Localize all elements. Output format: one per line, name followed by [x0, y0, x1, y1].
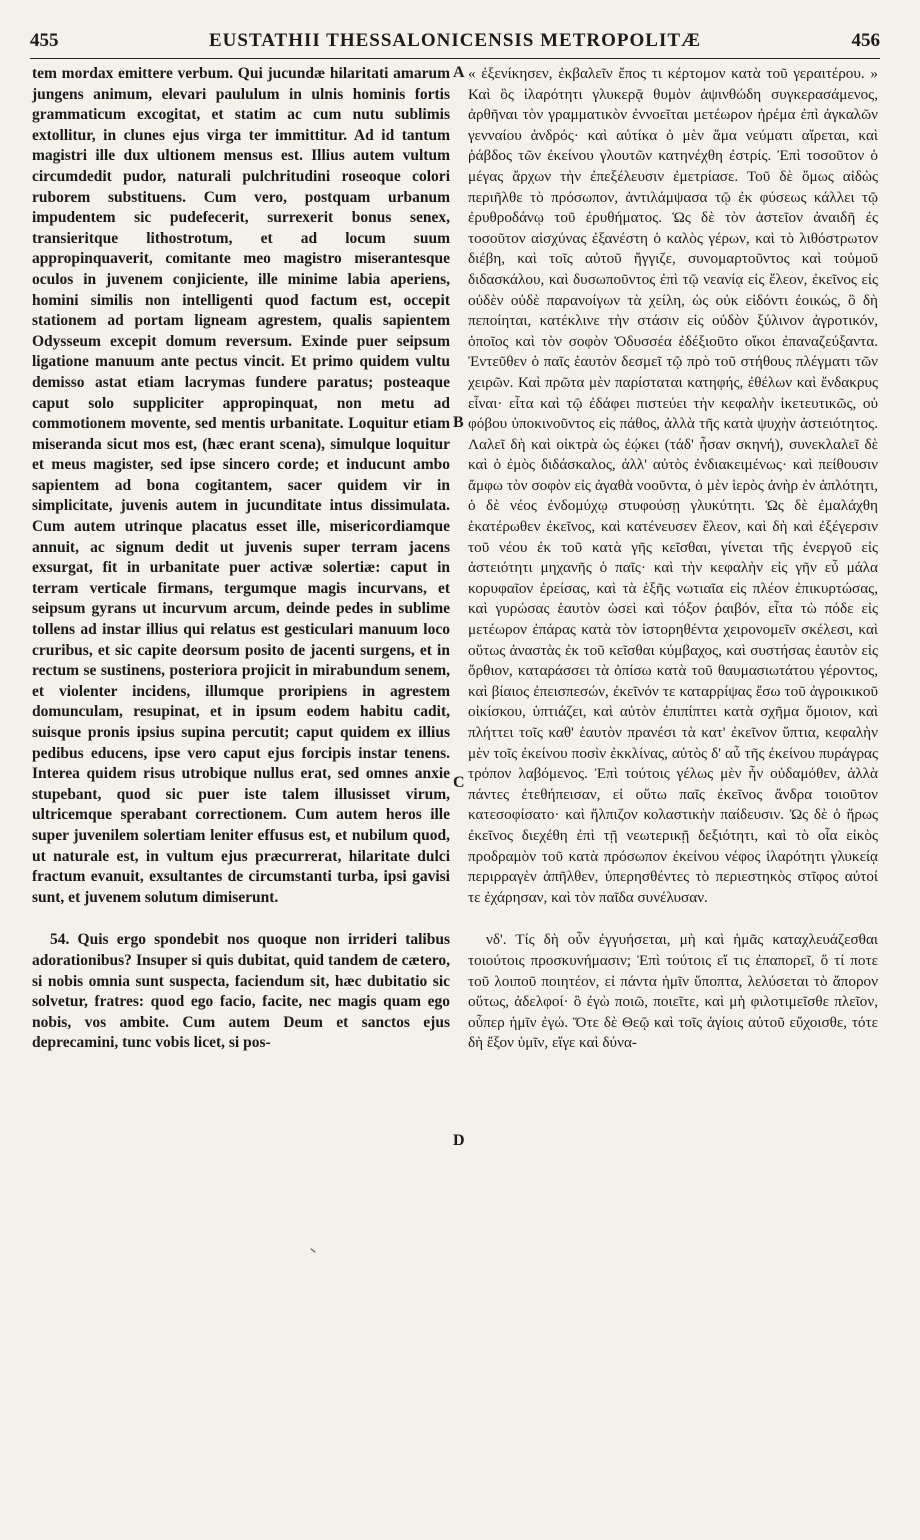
header-rule	[30, 58, 880, 59]
greek-column	[468, 64, 878, 1054]
greek-paragraph-1: « ἐξενίκησεν, ἐκβαλεῖν ἔπος τι κέρτομον κατὰ τοῦ γεραιτέρου. » Καὶ ὃς ἱλαρότητι γλυκερᾷ θυμὸν ἀψινθώδη συγκερασάμενος, ἀρθῆναι τὸν γραμματικὸν ἐννοεῖται μετέωρον ἠρέμα ἐπὶ ἀγκαλῶν γενναίου ἀνδρός· καὶ αὐτίκα ὁ μὲν ἅμα νεύματι αἴρεται, καὶ ῥάβδος τῶν ἐκείνου γλουτῶν κατηνέχθη ἐστρίς. Ἐπὶ τοσοῦτον ὁ μέγας ἄρχων τὴν ἐπεξέλευσιν ἐμετρίασε. Τοῦ δὲ ὅμως αἰδὼς περιῆλθε τὸ πρόσωπον, ἀντιλάμψασα τῷ ἐκ φύσεως κάλλει τῷ ἐρυθροδάνῳ τοῦ ἐρυθήματος. Ὡς δὲ τὸν ἀστεῖον ἀναιδῆ ἐς τοσοῦτον αἰσχύνας ἐξανέστη ὁ καλὸς γέρων, καὶ τὸ λιθόστρωτον διέβη, καὶ τοῖς αὐτοῦ ἤγγιζε, συνομαρτοῦντος καὶ τοὐμοῦ διδασκάλου, καὶ δυσωποῦντος ἐπὶ τῷ νεανίᾳ εἰς ἔλεον, ἐκεῖνος εἰς οὐδὲν οὐδὲ παρανοίγων τὰ χείλη, ὡς οὐκ εἰδόντι ἐοικώς, ὃ δὴ πεποίηται, κατέκλινε τὴν στάσιν εἰς οὐδὸν ξύλινον ἀγροτικόν, ὁποῖος καὶ τὸν σοφὸν Ὀδυσσέα ἐδέξιοῦτο οἴκοι ἐπαναζεύξαντα. Ἐντεῦθεν ὁ παῖς ἑαυτὸν δεσμεῖ τῷ πρὸ τοῦ στήθους πλέγματι τῶν χειρῶν. Καὶ πρῶτα μὲν παρίσταται κατηφής, ἐθέλων καὶ ἔνδακρυς εἶναι· εἶτα καὶ τῷ ἐδάφει πιστεύει τὴν κεφαλὴν ἱκετευτικῶς, οὐ φόβου ὑποκινοῦντος εἰς πάθος, ἀλλὰ τῆς κατὰ ψυχὴν ἀστειότητος. Λαλεῖ δὴ καὶ οἰκτρὰ ὡς ἐῴκει (τάδ' ἦσαν σκηνή), συνεκλαλεῖ δὲ καὶ ὁ ἐμὸς διδάσκαλος, ἀλλ' αὐτὸς ἐνδιακειμένως· καὶ πείθουσιν ἄμφω τὸν σοφὸν εἰς ἀγαθὰ νοοῦντα, ὁ μὲν ἱερὸς ἀνὴρ ἐν ἁπλότητι, ὁ δὲ νέος ἐνδομύχῳ στυφούσῃ γλυκύτητι. Ὡς δὲ ἐμαλάχθη ἑκατέρωθεν ἐκεῖνος, καὶ κατένευσεν ἔλεον, καὶ δὴ καὶ ἐξέγερσιν τοῦ νέου ἐκ τοῦ κατὰ γῆς κεῖσθαι, γίνεται τῆς ἐνεργοῦ εἰς ἀστειότητι μηχανῆς ὁ παῖς· καὶ τὴν κεφαλὴν εἰς γῆν εὖ μάλα κορυφαῖον ἐρείσας, καὶ τὰ ἑξῆς νωτιαῖα εἰς πλέον ἐπικυρτώσας, καὶ γυρώσας ἑαυτὸν ὡσεὶ καὶ τόξον ῥαιβόν, εἶτα τὼ πόδε εἰς μετέωρον ἐπάρας κατὰ τὸν ἱστορηθέντα χειρονομεῖν σκέλεσι, καὶ οὕτως ἀναστὰς ἐκ τοῦ κεῖσθαι κύμβαχος, καὶ συστήσας ἑαυτὸν εἰς ὄρθιον, καταράσσει τὰ ὀπίσω κατὰ τοῦ θαυμασιωτάτου γέροντος, καὶ βίαιος ἐπεισπεσών, ἐκεῖνόν τε καταρρίψας ἔσω τοῦ ἀγροικικοῦ οἰκίσκου, ὑπτιάζει, καὶ αὐτὸν ἐπιπίπτει κατὰ σχῆμα ὅμοιον, καὶ πλήττει τοῖς καθ' ἑαυτὸν πρανέσι τὰ κατ' ἐκεῖνον ὕπτια, κεφαλὴν μὲν τοῖς ἐκείνου ποσὶν ἐκκλίνας, αὐτὸς δ' αὖ τῆς ἐκείνου πυράγρας τρόπον λαβόμενος. Ἐπὶ τούτοις γέλως μὲν ἦν οὐδαμόθεν, ἀλλὰ πάντες ἐτεθήπεισαν, εἰ οὕτω παῖς ἐκεῖνος ἄνδρα τοιοῦτον κατεσοφίσατο· καὶ ἤλπιζον κολαστικὴν παίδευσιν. Ὡς δὲ ὁ ἥρως ἐκεῖνος διεχέθη ἐπὶ τῇ νεωτερικῇ δεξιότητι, καὶ τὸ οἷα εἰκὸς προδραμὸν τοῦ κατὰ πρόσωπον ἐκείνου νέφος ἱλαρότητι γλυκείᾳ περιρραγὲν ἀπῆλθεν, ὑπερησθέντες τὸ περιεστηκὸς στῖφος αὐτοί τε ἐχάρησαν, καὶ τὸν παῖδα συνέλυσαν.	[468, 65, 878, 906]
greek-paragraph-54: νδ'. Τίς δὴ οὖν ἐγγυήσεται, μὴ καὶ ἡμᾶς καταχλευάζεσθαι τοιούτοις προσκυνήμασιν; Ἐπὶ τούτοις εἴ τις ἐπαπορεῖ, ὅ τί ποτε τοῦ λοιποῦ ποιητέον, εἰ πάντα ἡμῖν ὕποπτα, λελύσεται τὸ ἄπορον οὕτως, ἀδελφοί· ὃ ἐγὼ ποιῶ, ποιεῖτε, καὶ μὴ φιλοτιμεῖσθε πλεῖον, οὗπερ ἡμῖν ἐγώ. Ὅτε δὲ Θεῷ καὶ τοῖς ἁγίοις αὐτοῦ εὔχοισθε, τότε δὴ ἔξον ὑμῖν, εἴγε καὶ δύνα-	[468, 931, 878, 1052]
latin-column	[32, 64, 450, 1054]
margin-marker-b: B	[453, 414, 464, 431]
latin-paragraph-54: 54. Quis ergo spondebit nos quoque non irrideri talibus adorationibus? Insuper si quis dubitat, quid tandem de cætero, si nobis omnia sunt suspecta, faciendum sit, hæc dubitatio sic solvetur, fratres: quod ego facio, facite, nec magis quam ego nobis, vos ambite. Cum autem Deum et sanctos ejus deprecamini, tunc vobis licet, si pos-	[32, 931, 450, 1052]
running-title: EUSTATHII THESSALONICENSIS METROPOLITÆ	[208, 30, 702, 51]
stray-mark	[310, 1248, 315, 1253]
page-number-right: 456	[851, 30, 880, 51]
margin-marker-d: D	[453, 1132, 465, 1149]
latin-paragraph-1: tem mordax emittere verbum. Qui jucundæ hilaritati amarum jungens animum, elevari paululum in ulnis hominis fortis grammaticum excogitat, et statim ac cum nutu sublimis extollitur, in clunes ejus virga ter immittitur. Ad id tantum magistri ille dux ultionem mensus est. Illius autem vultum circumdedit pudor, naturali pulchritudini roseoque colori ruborem substituens. Cum vero, postquam urbanum impudentem sic pudefecerit, surrexerit bonus senex, transieritque lithostrotum, et ad locum suum appropinquaverit, comitante meo magistro miserantesque oculos in juvenem conjiciente, ille minime labia aperiens, homini similis non intelligenti quod factum est, occepit stationem ad portam ligneam agrestem, qualis sapientem Odysseum excepit domum reversum. Exinde puer seipsum ligatione manuum ante pectus vincit. Et primo quidem vultu demisso astat etiam lacrymas fundere paratus; posteaque caput solo suppliciter appropinquat, non metu ad commotionem movente, sed mentis urbanitate. Loquitur etiam miseranda sicut mos est, (hæc erant scena), simulque loquitur et meus magister, sed ipse sincero corde; et inducunt ambo sapientem ad bona cogitantem, sacer quidem vir in simplicitate, juvenis autem in jucunditate intus dissimulata. Cum autem utrinque placatus esset ille, misericordiamque annuit, ac signum dedit ut juvenis super terram jacens exsurgat, fit in urbanitate puer activæ solertiæ: caput in terram verticale firmans, tergumque magis incurvans, et seipsum gyrans ut incurvum arcum, deinde pedes in sublime tollens ad instar illius qui relatus est gesticulari manuum loco cruribus, et sic capite deorsum posito de jacenti surgens, et in rectum se sustinens, posteriora projicit in mirabundum senem, et violenter incidens, illumque proripiens in agrestem domunculam, resupinat, et in ipsum eodem habitu cadit, suisque pronis ipsius supina percutit; caput quidem ex illius pedibus educens, ipse vero caput ejus forcipis instar tenens. Interea quidem risus utrobique nullus erat, sed omnes anxie stupebant, quod sic puer iste talem illusisset virum, ultricemque sperabant correctionem. Cum autem heros ille super juvenilem solertiam leniter effusus est, et nubilum quod, ut naturale est, in vultum ejus præcurrerat, hilaritate dulci fractum evanuit, exsultantes de circumstanti turba, ipsi gavisi sunt, et juvenem solutum dimiserunt.	[32, 65, 450, 906]
page-header	[30, 30, 880, 60]
page-number-left: 455	[30, 30, 59, 51]
margin-marker-a: A	[453, 64, 465, 81]
margin-marker-c: C	[453, 774, 465, 791]
